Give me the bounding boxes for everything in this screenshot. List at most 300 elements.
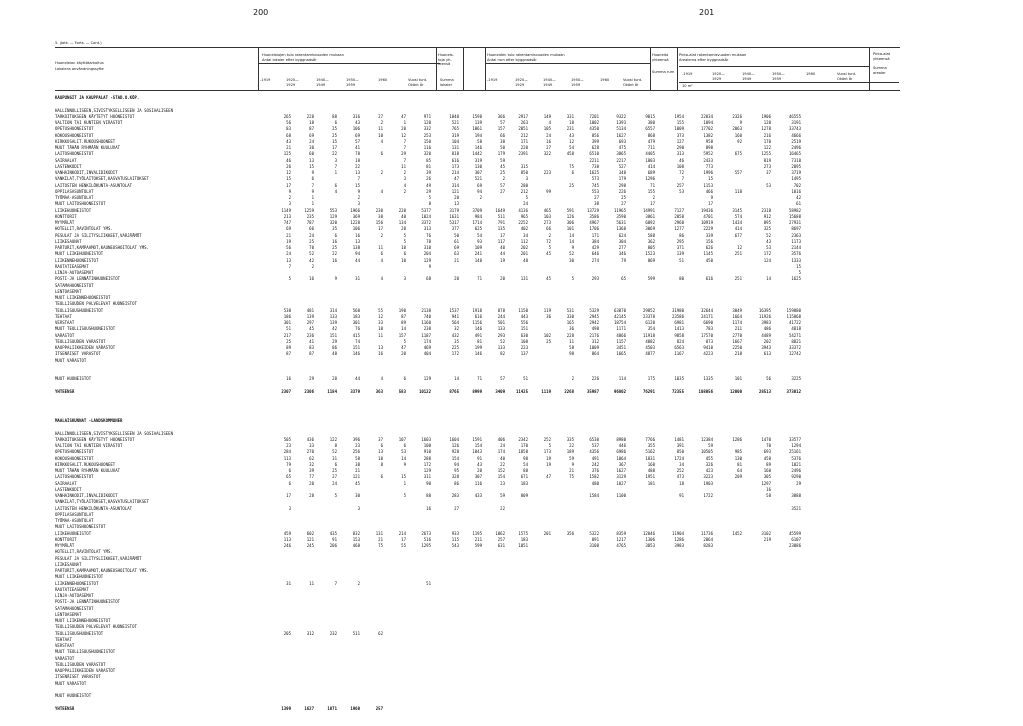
table-cell: 28: [309, 493, 314, 498]
table-cell: 12742: [788, 351, 801, 357]
table-cell: 172: [763, 251, 771, 257]
table-cell: 53: [766, 182, 771, 188]
table-cell: 747: [283, 220, 291, 225]
table-cell: 1399: [281, 705, 291, 711]
table-cell: 57: [500, 376, 505, 382]
table-cell: 6: [288, 480, 291, 486]
table-cell: 156: [375, 220, 383, 225]
table-cell: 2050: [674, 213, 684, 219]
table-cell: 8999: [472, 388, 482, 394]
table-cell: 9: [334, 276, 337, 282]
table-cell: 134: [398, 220, 406, 225]
table-cell: 11: [309, 580, 314, 586]
group1-total: Huoneis- toja yh- teensä: [438, 53, 454, 67]
row-label: RAUTATIEASEMAT: [55, 586, 89, 592]
row-label: PARTURIT,KAMPAAMOT,KAUNEUSHOITOLAT YMS.: [55, 568, 149, 573]
table-cell: 226: [591, 376, 599, 382]
table-cell: 2: [357, 195, 360, 200]
table-cell: 216: [763, 132, 771, 138]
table-cell: 205: [283, 630, 291, 636]
table-cell: 219: [763, 536, 771, 542]
table-cell: 2063: [732, 126, 742, 132]
table-cell: 154: [451, 455, 459, 461]
table-cell: 71: [477, 276, 482, 282]
table-cell: 432: [451, 332, 459, 338]
table-cell: 12: [737, 245, 742, 250]
table-cell: 23: [286, 443, 291, 448]
table-cell: 31: [286, 580, 291, 586]
table-cell: 1024: [421, 213, 431, 219]
table-cell: 52: [309, 251, 314, 257]
table-cell: 2342: [518, 436, 528, 442]
table-cell: 7127: [674, 207, 684, 213]
table-cell: 246: [283, 543, 291, 548]
row-label: LENTOASEMAT: [55, 611, 82, 617]
table-cell: 1591: [472, 436, 482, 442]
g2-year-2: 1920— 1929: [515, 78, 528, 87]
table-cell: 50: [454, 232, 459, 238]
table-cell: 81: [737, 461, 742, 467]
table-cell: 2318: [761, 207, 771, 213]
row-label: LIIKENNEHUONEISTOT: [55, 257, 99, 263]
table-cell: 25: [621, 195, 626, 200]
table-cell: 66: [546, 226, 551, 232]
table-cell: 280: [520, 182, 528, 188]
table-cell: 328: [451, 474, 459, 480]
row-label: OPETUSHUONEISTOT: [55, 449, 94, 455]
table-cell: 32644: [700, 307, 713, 313]
table-cell: 3179: [449, 207, 459, 213]
table-cell: 6107: [791, 536, 801, 542]
table-cell: 244: [497, 313, 505, 319]
table-cell: 230: [375, 207, 383, 213]
table-cell: 5: [548, 245, 551, 250]
table-cell: 455: [705, 455, 713, 461]
table-cell: 290: [676, 145, 684, 150]
table-cell: 34: [523, 232, 528, 238]
table-cell: 469: [423, 345, 431, 350]
table-cell: 29: [401, 151, 406, 157]
table-cell: 288: [423, 455, 431, 461]
table-cell: 99: [546, 188, 551, 194]
table-cell: 16: [332, 238, 337, 244]
table-cell: 256: [352, 449, 360, 455]
table-cell: 52: [766, 232, 771, 238]
table-cell: 69: [477, 182, 482, 188]
table-cell: 1918: [472, 307, 482, 313]
table-cell: 1009: [674, 126, 684, 132]
table-cell: 6557: [645, 126, 655, 132]
table-cell: 194: [474, 132, 482, 138]
table-cell: 6: [288, 468, 291, 473]
table-cell: 119: [543, 307, 551, 313]
table-cell: 101: [734, 376, 742, 382]
table-cell: 1604: [449, 436, 459, 442]
table-cell: 24: [332, 480, 337, 486]
table-cell: 1156: [472, 320, 482, 325]
table-cell: 283: [451, 493, 459, 498]
table-cell: 257: [676, 182, 684, 188]
table-cell: 1627: [616, 468, 626, 473]
table-cell: 6530: [589, 436, 599, 442]
table-cell: 56: [286, 245, 291, 250]
table-cell: 1149: [281, 207, 291, 213]
table-cell: 910: [423, 449, 431, 455]
table-cell: 17: [378, 226, 383, 232]
table-cell: 107: [398, 436, 406, 442]
row-label: VANKILAT,TYÖLAITOKSET,KASVATUSLAITOKSET: [55, 499, 149, 505]
table-cell: 45599: [788, 530, 801, 536]
table-cell: 20: [454, 195, 459, 200]
table-cell: 12: [401, 132, 406, 138]
row-label: ITSENÄISET VARASTOT: [55, 674, 101, 680]
table-cell: 435: [329, 530, 337, 536]
row-label: LIIKENNEHUONEISTOT: [55, 580, 99, 586]
table-cell: 43: [286, 138, 291, 144]
g2-year-4: 1950— 1959: [571, 78, 584, 87]
table-cell: 62: [378, 630, 383, 636]
table-cell: 2: [548, 232, 551, 238]
year-1: -1919: [260, 78, 271, 82]
table-cell: 43: [355, 120, 360, 125]
table-cell: 10919: [700, 220, 713, 225]
table-cell: 5: [571, 276, 574, 282]
table-cell: 868: [647, 132, 655, 138]
table-cell: 38: [500, 138, 505, 144]
table-cell: 51: [426, 580, 431, 586]
table-cell: 5162: [645, 449, 655, 455]
table-cell: 12: [378, 313, 383, 319]
table-cell: 1286: [732, 436, 742, 442]
table-cell: 2496: [791, 145, 801, 150]
table-cell: 1840: [449, 113, 459, 119]
table-cell: 646: [591, 251, 599, 257]
table-cell: 122: [329, 436, 337, 442]
table-cell: 2306: [304, 388, 314, 394]
table-cell: 115: [451, 536, 459, 542]
table-cell: 131: [451, 145, 459, 150]
table-cell: 933: [451, 530, 459, 536]
table-cell: 13: [454, 201, 459, 207]
table-cell: 19: [546, 455, 551, 461]
table-cell: 20: [401, 351, 406, 357]
table-cell: 277: [618, 245, 626, 250]
table-cell: 53: [766, 245, 771, 250]
table-cell: 3069: [645, 226, 655, 232]
table-cell: 47: [546, 474, 551, 480]
table-cell: 157: [497, 126, 505, 132]
table-cell: 108: [520, 338, 528, 344]
row-label: VALTION TAI KUNTIEN VIRASTOT: [55, 120, 123, 125]
table-cell: 43: [569, 132, 574, 138]
table-cell: 58: [766, 493, 771, 498]
table-cell: 16: [355, 232, 360, 238]
table-cell: 45: [500, 163, 505, 169]
table-cell: 516: [423, 536, 431, 542]
row-label: TYÖMAA-ASUNTOLAT: [55, 195, 94, 200]
table-cell: 677: [734, 232, 742, 238]
table-cell: 436: [306, 436, 314, 442]
table-cell: 391: [676, 443, 684, 448]
table-cell: 4: [380, 257, 383, 263]
table-cell: 1027: [616, 480, 626, 486]
table-cell: 362: [647, 238, 655, 244]
table-cell: 25: [332, 468, 337, 473]
table-cell: 1598: [472, 113, 482, 119]
table-cell: 941: [451, 313, 459, 319]
table-cell: 44: [355, 376, 360, 382]
table-cell: 498: [591, 326, 599, 332]
table-cell: 616: [451, 157, 459, 163]
table-cell: 4: [380, 376, 383, 382]
row-label: VARASTOT: [55, 332, 75, 338]
table-cell: 17: [708, 201, 713, 207]
row-label: KIRKKOSALIT.RUKOUSHUONEET: [55, 461, 116, 467]
table-cell: 505: [283, 436, 291, 442]
table-cell: 165: [566, 320, 574, 325]
table-cell: 481: [306, 307, 314, 313]
table-cell: 263: [520, 120, 528, 125]
table-cell: 12384: [700, 436, 713, 442]
table-cell: 89: [766, 461, 771, 467]
table-cell: 223: [520, 345, 528, 350]
table-cell: 1306: [645, 536, 655, 542]
table-cell: 591: [566, 207, 574, 213]
table-cell: 4: [380, 276, 383, 282]
table-cell: 588: [647, 232, 655, 238]
table-cell: 13: [355, 238, 360, 244]
table-cell: 214: [451, 170, 459, 175]
table-cell: 22034: [700, 113, 713, 119]
row-label: KIRKKOSALIT.RUKOUSHUONEET: [55, 138, 116, 144]
row-label: RAUTATIEASEMAT: [55, 263, 89, 269]
table-cell: 45: [546, 276, 551, 282]
table-cell: 154: [497, 474, 505, 480]
table-cell: 11: [401, 163, 406, 169]
table-cell: 80: [679, 276, 684, 282]
table-cell: 202: [763, 338, 771, 344]
table-cell: 1393: [616, 120, 626, 125]
table-cell: 213: [283, 213, 291, 219]
table-cell: 96802: [613, 388, 626, 394]
table-cell: 232: [329, 630, 337, 636]
table-cell: 4: [334, 188, 337, 194]
table-cell: 93: [477, 238, 482, 244]
table-cell: 2095: [791, 163, 801, 169]
table-cell: 48: [332, 351, 337, 357]
table-cell: 113: [283, 455, 291, 461]
table-cell: 2917: [518, 113, 528, 119]
table-cell: 19: [546, 461, 551, 467]
table-cell: 25: [500, 170, 505, 175]
table-cell: 220: [398, 207, 406, 213]
table-cell: 31980: [671, 307, 684, 313]
row-label: TARKOITUKSEEN KÄYTETYT HUONEISTOT: [55, 113, 135, 119]
table-cell: 130: [734, 455, 742, 461]
table-cell: 3: [357, 201, 360, 207]
table-cell: 94: [355, 251, 360, 257]
table-cell: 211: [734, 326, 742, 332]
table-cell: 138: [352, 245, 360, 250]
table-cell: 1582: [589, 474, 599, 480]
table-cell: 220: [520, 145, 528, 150]
table-cell: 15: [401, 474, 406, 480]
table-cell: 54271: [788, 332, 801, 338]
table-cell: 2144: [791, 245, 801, 250]
table-cell: 9015: [645, 113, 655, 119]
table-cell: 9: [403, 461, 406, 467]
table-cell: 1259: [304, 207, 314, 213]
table-cell: 114: [618, 376, 626, 382]
row-label: HOTELLIT,RAVINTOLAT YMS.: [55, 549, 113, 555]
table-cell: 27: [378, 113, 383, 119]
table-cell: 29: [332, 338, 337, 344]
table-cell: 4223: [703, 351, 713, 357]
row-label: MUUT LIIKENNEHUONEISTOT: [55, 618, 111, 623]
table-cell: 69: [454, 245, 459, 250]
table-cell: 531: [566, 307, 574, 313]
table-cell: 25: [332, 132, 337, 138]
table-cell: 9: [311, 170, 314, 175]
table-cell: 1035: [674, 376, 684, 382]
page-number-left: 200: [253, 8, 269, 17]
table-cell: 6: [403, 376, 406, 382]
table-cell: 1: [403, 480, 406, 486]
g3-year-unknown: Vuosi tunt. Okänt år: [837, 72, 857, 81]
table-cell: 118: [734, 188, 742, 194]
table-cell: 74: [355, 338, 360, 344]
table-cell: 63: [454, 251, 459, 257]
table-cell: 83: [309, 345, 314, 350]
group2-total: Huoneita yhteensä: [652, 53, 669, 62]
table-cell: 331: [566, 113, 574, 119]
table-cell: 2: [571, 376, 574, 382]
table-cell: 8821: [791, 338, 801, 344]
row-label: VERSTAAT: [55, 320, 75, 325]
table-cell: 326: [705, 461, 713, 467]
divider-4: [485, 47, 486, 90]
table-cell: 183: [352, 313, 360, 319]
table-cell: 1584: [589, 493, 599, 498]
table-cell: 1286: [674, 536, 684, 542]
row-label: OPPILASASUNTOLAT: [55, 188, 94, 194]
table-cell: 46555: [788, 113, 801, 119]
table-cell: 228: [306, 113, 314, 119]
table-cell: 315: [520, 163, 528, 169]
table-cell: 37: [378, 436, 383, 442]
table-cell: 55: [401, 543, 406, 548]
table-cell: 17: [401, 536, 406, 542]
table-cell: 38: [594, 201, 599, 207]
table-cell: 1649: [495, 207, 505, 213]
table-cell: 11: [378, 332, 383, 338]
table-cell: 40: [401, 213, 406, 219]
table-cell: 1: [403, 120, 406, 125]
table-cell: 912: [763, 213, 771, 219]
table-cell: 133: [329, 313, 337, 319]
table-cell: 174: [497, 449, 505, 455]
table-cell: 856: [591, 132, 599, 138]
table-cell: 16: [286, 376, 291, 382]
table-cell: 488: [647, 468, 655, 473]
table-cell: 367: [618, 461, 626, 467]
table-cell: 112: [520, 238, 528, 244]
table-cell: 53: [401, 449, 406, 455]
table-cell: 325: [763, 226, 771, 232]
table-cell: 13: [286, 257, 291, 263]
table-cell: 85: [426, 157, 431, 163]
table-cell: 1333: [791, 257, 801, 263]
table-cell: 1481: [674, 436, 684, 442]
table-cell: 5: [403, 493, 406, 498]
table-cell: 3: [288, 201, 291, 207]
table-cell: 2229: [703, 226, 713, 232]
table-cell: 40: [500, 455, 505, 461]
table-cell: 511: [352, 630, 360, 636]
table-cell: 39: [309, 468, 314, 473]
table-cell: 693: [763, 449, 771, 455]
table-cell: 146: [352, 351, 360, 357]
table-cell: 613: [763, 351, 771, 357]
header-bottom-rule: [55, 90, 900, 91]
table-cell: 12000: [729, 388, 742, 394]
table-cell: 356: [566, 530, 574, 536]
table-cell: 491: [474, 332, 482, 338]
table-cell: 88: [426, 493, 431, 498]
table-cell: 28: [332, 376, 337, 382]
table-cell: 251: [734, 251, 742, 257]
table-cell: 10: [378, 455, 383, 461]
table-cell: 293: [497, 332, 505, 338]
table-cell: 186: [283, 313, 291, 319]
table-cell: 850: [676, 449, 684, 455]
table-cell: 1297: [761, 480, 771, 486]
table-cell: 88: [332, 113, 337, 119]
table-cell: 3709: [472, 207, 482, 213]
table-cell: 473: [676, 474, 684, 480]
table-cell: 44: [355, 257, 360, 263]
table-cell: 486: [763, 326, 771, 332]
table-cell: 37: [766, 170, 771, 175]
table-cell: 153: [352, 536, 360, 542]
table-cell: 14: [454, 376, 459, 382]
table-cell: 335: [566, 436, 574, 442]
table-cell: 7: [403, 157, 406, 163]
table-cell: 31: [355, 276, 360, 282]
table-cell: 25: [286, 338, 291, 344]
table-cell: 19: [500, 257, 505, 263]
table-cell: 58: [569, 345, 574, 350]
page-number-right: 201: [699, 8, 715, 17]
table-cell: 4350: [589, 126, 599, 132]
table-cell: 583: [398, 388, 406, 394]
table-cell: 2: [502, 176, 505, 182]
row-label: POSTI-JA LENNÄTINHUONEISTOT: [55, 276, 121, 282]
table-cell: 626: [705, 245, 713, 250]
table-cell: 2391: [518, 151, 528, 157]
table-cell: 2: [403, 170, 406, 175]
table-cell: 22: [355, 163, 360, 169]
table-cell: 6: [380, 251, 383, 257]
table-cell: 22: [332, 151, 337, 157]
table-cell: 52: [500, 338, 505, 344]
table-cell: 543: [451, 543, 459, 548]
table-cell: 787: [306, 220, 314, 225]
table-cell: 106: [352, 126, 360, 132]
table-cell: 1195: [472, 530, 482, 536]
table-cell: 5134: [616, 126, 626, 132]
table-cell: 466: [705, 188, 713, 194]
